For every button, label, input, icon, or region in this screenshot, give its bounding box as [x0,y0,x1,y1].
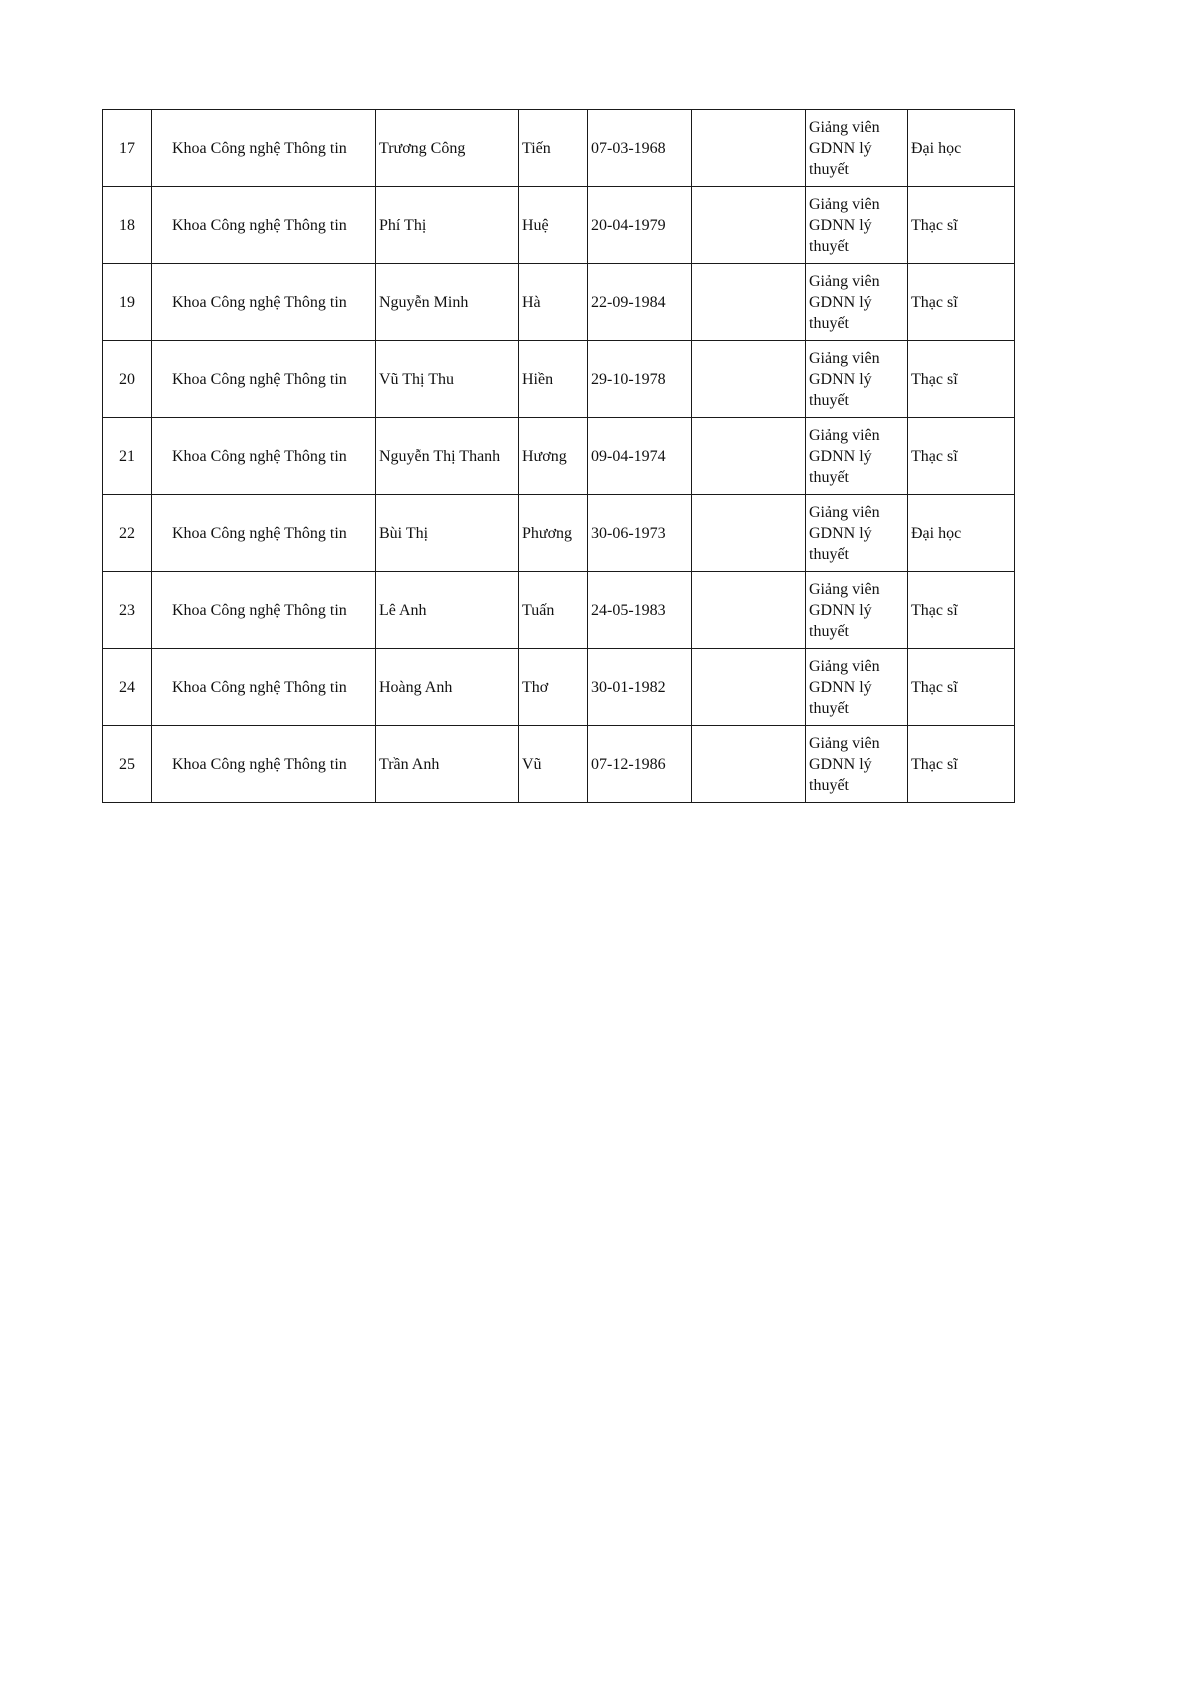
cell-title: Giảng viên GDNN lý thuyết [806,418,908,495]
cell-title: Giảng viên GDNN lý thuyết [806,649,908,726]
cell-degree: Thạc sĩ [908,649,1015,726]
cell-note [692,341,806,418]
cell-dob: 20-04-1979 [588,187,692,264]
cell-department: Khoa Công nghệ Thông tin [152,726,376,803]
cell-name: Hương [519,418,588,495]
cell-stt: 22 [103,495,152,572]
cell-name: Thơ [519,649,588,726]
table-row [103,726,1015,803]
cell-title: Giảng viên GDNN lý thuyết [806,341,908,418]
table-row [103,572,1015,649]
cell-degree: Thạc sĩ [908,726,1015,803]
cell-note [692,110,806,187]
cell-note [692,187,806,264]
cell-stt: 18 [103,187,152,264]
cell-surname: Trần Anh [376,726,519,803]
cell-degree: Thạc sĩ [908,418,1015,495]
cell-dob: 29-10-1978 [588,341,692,418]
cell-degree: Thạc sĩ [908,264,1015,341]
cell-surname: Nguyễn Minh [376,264,519,341]
staff-table [102,109,1015,803]
cell-name: Hà [519,264,588,341]
cell-name: Tiến [519,110,588,187]
cell-surname: Lê Anh [376,572,519,649]
cell-title: Giảng viên GDNN lý thuyết [806,495,908,572]
cell-note [692,495,806,572]
cell-department: Khoa Công nghệ Thông tin [152,187,376,264]
cell-title: Giảng viên GDNN lý thuyết [806,187,908,264]
cell-stt: 24 [103,649,152,726]
cell-surname: Hoàng Anh [376,649,519,726]
cell-name: Huệ [519,187,588,264]
cell-department: Khoa Công nghệ Thông tin [152,110,376,187]
cell-dob: 22-09-1984 [588,264,692,341]
cell-stt: 23 [103,572,152,649]
cell-title: Giảng viên GDNN lý thuyết [806,110,908,187]
cell-surname: Trương Công [376,110,519,187]
cell-degree: Thạc sĩ [908,341,1015,418]
table-row [103,649,1015,726]
cell-name: Phương [519,495,588,572]
cell-note [692,726,806,803]
table-row [103,110,1015,187]
table-body [103,110,1015,803]
cell-stt: 25 [103,726,152,803]
cell-dob: 24-05-1983 [588,572,692,649]
cell-name: Vũ [519,726,588,803]
cell-dob: 07-03-1968 [588,110,692,187]
cell-dob: 30-06-1973 [588,495,692,572]
cell-degree: Thạc sĩ [908,572,1015,649]
cell-name: Hiền [519,341,588,418]
cell-surname: Bùi Thị [376,495,519,572]
cell-department: Khoa Công nghệ Thông tin [152,418,376,495]
cell-dob: 09-04-1974 [588,418,692,495]
cell-stt: 19 [103,264,152,341]
cell-surname: Nguyễn Thị Thanh [376,418,519,495]
cell-department: Khoa Công nghệ Thông tin [152,341,376,418]
cell-dob: 30-01-1982 [588,649,692,726]
cell-note [692,572,806,649]
cell-title: Giảng viên GDNN lý thuyết [806,264,908,341]
cell-note [692,418,806,495]
cell-note [692,264,806,341]
table-row [103,264,1015,341]
cell-department: Khoa Công nghệ Thông tin [152,572,376,649]
cell-dob: 07-12-1986 [588,726,692,803]
cell-note [692,649,806,726]
cell-stt: 20 [103,341,152,418]
cell-degree: Thạc sĩ [908,187,1015,264]
cell-surname: Vũ Thị Thu [376,341,519,418]
cell-degree: Đại học [908,495,1015,572]
cell-department: Khoa Công nghệ Thông tin [152,264,376,341]
cell-degree: Đại học [908,110,1015,187]
cell-title: Giảng viên GDNN lý thuyết [806,726,908,803]
table-row [103,341,1015,418]
table-row [103,495,1015,572]
cell-stt: 17 [103,110,152,187]
cell-department: Khoa Công nghệ Thông tin [152,495,376,572]
table-row [103,187,1015,264]
cell-stt: 21 [103,418,152,495]
table-row [103,418,1015,495]
cell-name: Tuấn [519,572,588,649]
cell-surname: Phí Thị [376,187,519,264]
cell-title: Giảng viên GDNN lý thuyết [806,572,908,649]
cell-department: Khoa Công nghệ Thông tin [152,649,376,726]
